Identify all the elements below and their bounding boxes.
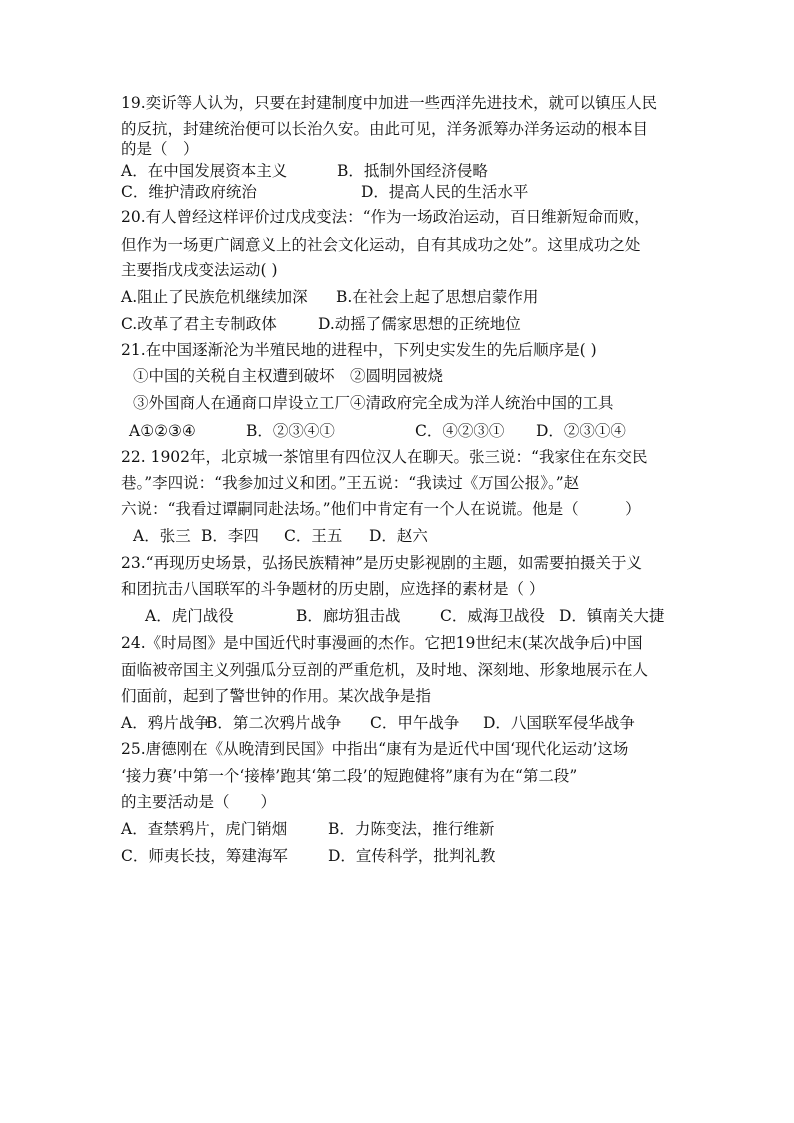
question-stem-line: 25.唐德刚在《从晚清到民国》中指出“康有为是近代中国‘现代化运动’这场 [121, 740, 629, 758]
option-a: A．虎门战役 [145, 607, 234, 625]
option-c: C．师夷长技，筹建海军 [121, 847, 288, 865]
option-b: B．李四 [201, 527, 259, 545]
option-d: D．赵六 [369, 527, 428, 545]
option-b: B．②③④① [246, 422, 335, 440]
option-c: C．威海卫战役 [440, 607, 545, 625]
question-stem-line: 22. 1902年，北京城一茶馆里有四位汉人在聊天。张三说：“我家住在东交民 [121, 448, 648, 466]
option-b: B．力陈变法，推行维新 [328, 820, 495, 838]
option-b: B．廊坊狙击战 [296, 607, 401, 625]
option-a: A．张三 [133, 527, 191, 545]
option-c: C．维护清政府统治 [121, 183, 257, 201]
option-c: C．甲午战争 [370, 714, 460, 732]
question-stem-line: 的反抗，封建统治便可以长治久安。由此可见，洋务派筹办洋务运动的根本目 [121, 120, 649, 138]
question-stem-line: 巷。”李四说：“我参加过义和团。”王五说：“我读过《万国公报》。”赵 [121, 474, 580, 492]
option-d: D．八国联军侵华战争 [483, 714, 635, 732]
option-a: A．在中国发展资本主义 [121, 162, 288, 180]
option-b: B.在社会上起了思想启蒙作用 [336, 288, 539, 306]
option-d: D．②③①④ [536, 422, 626, 440]
question-stem-line: 们面前，起到了警世钟的作用。某次战争是指 [121, 687, 432, 705]
question-stem-line: 和团抗击八国联军的斗争题材的历史剧，应选择的素材是（ ） [121, 580, 545, 598]
option-a: A①②③④ [129, 422, 196, 440]
question-stem-line: 21.在中国逐渐沦为半殖民地的进程中，下列史实发生的先后顺序是( ) [121, 341, 597, 359]
option-d: D.动摇了儒家思想的正统地位 [318, 315, 521, 333]
option-d: D．镇南关大捷 [559, 607, 665, 625]
option-b: B．抵制外国经济侵略 [337, 162, 488, 180]
option-c: C.改革了君主专制政体 [121, 315, 277, 333]
question-stem-line: ‘接力赛’中第一个‘接棒’跑其‘第二段’的短跑健将”康有为在“第二段” [121, 767, 578, 785]
option-d: D．宣传科学，批判礼教 [328, 847, 496, 865]
question-stem-line: 但作为一场更广阔意义上的社会文化运动，自有其成功之处”。这里成功之处 [121, 236, 641, 254]
question-stem-line: 24.《时局图》是中国近代时事漫画的杰作。它把19世纪末(某次战争后)中国 [121, 634, 643, 652]
option-d: D．提高人民的生活水平 [361, 183, 529, 201]
option-a: A．查禁鸦片，虎门销烟 [121, 820, 288, 838]
question-stem-line: 六说：“我看过谭嗣同赴法场。”他们中肯定有一个人在说谎。他是（ ） [121, 500, 641, 518]
question-stem-line: ①中国的关税自主权遭到破坏 ②圆明园被烧 [133, 367, 444, 385]
question-stem-line: ③外国商人在通商口岸设立工厂④清政府完全成为洋人统治中国的工具 [133, 394, 614, 412]
question-stem-line: 的是（ ） [121, 140, 199, 158]
option-c: C．④②③① [415, 422, 505, 440]
option-a: A.阻止了民族危机继续加深 [121, 288, 308, 306]
option-c: C．王五 [284, 527, 343, 545]
question-stem-line: 主要指戊戌变法运动( ) [121, 261, 278, 279]
option-b: B．第二次鸦片战争 [206, 714, 342, 732]
question-stem-line: 面临被帝国主义列强瓜分豆剖的严重危机，及时地、深刻地、形象地展示在人 [121, 661, 649, 679]
question-stem-line: 19.奕䜣等人认为，只要在封建制度中加进一些西洋先进技术，就可以镇压人民 [121, 94, 658, 112]
question-stem-line: 23.“再现历史场景，弘扬民族精神”是历史影视剧的主题，如需要拍摄关于义 [121, 554, 643, 572]
option-a: A．鸦片战争 [121, 714, 210, 732]
question-stem-line: 的主要活动是（ ） [121, 793, 277, 811]
question-stem-line: 20.有人曾经这样评价过戊戌变法：“作为一场政治运动，百日维新短命而败， [121, 208, 650, 226]
